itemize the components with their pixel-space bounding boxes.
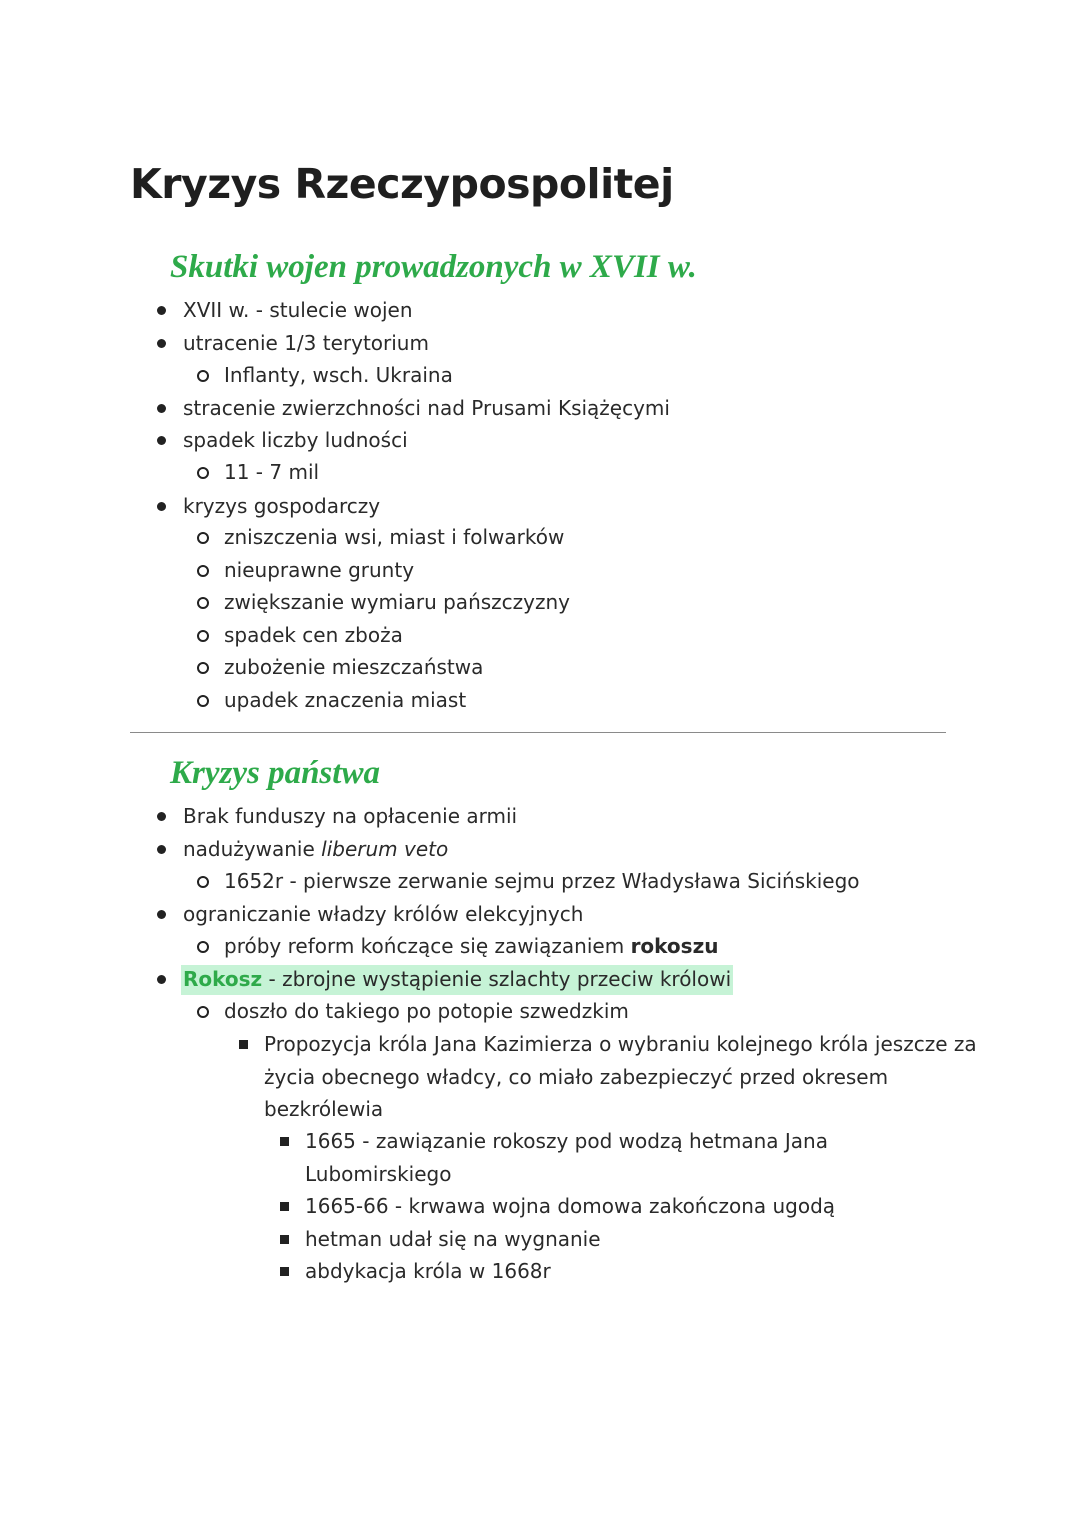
circle-bullet-icon (197, 941, 209, 953)
section-heading-kryzys-panstwa: Kryzys państwa (170, 755, 380, 791)
list-item: zubożenie mieszczaństwa (224, 655, 484, 679)
square-bullet-icon (280, 1137, 289, 1146)
disc-bullet-icon (157, 975, 166, 984)
list-item: 1665 - zawiązanie rokoszy pod wodzą hetmana Jana (305, 1129, 828, 1153)
list-item: abdykacja króla w 1668r (305, 1259, 551, 1283)
circle-bullet-icon (197, 876, 209, 888)
list-item: upadek znaczenia miast (224, 688, 467, 712)
list-item: XVII w. - stulecie wojen (183, 298, 413, 322)
rokosz-term: Rokosz (183, 967, 263, 991)
circle-bullet-icon (197, 695, 209, 707)
list-item: 11 - 7 mil (224, 460, 320, 484)
circle-bullet-icon (197, 565, 209, 577)
disc-bullet-icon (157, 436, 166, 445)
list-item-continuation: bezkrólewia (264, 1097, 384, 1121)
list-item: stracenie zwierzchności nad Prusami Książęcymi (183, 396, 670, 420)
list-item: Inflanty, wsch. Ukraina (224, 363, 453, 387)
list-item: Brak funduszy na opłacenie armii (183, 804, 518, 828)
list-item: hetman udał się na wygnanie (305, 1227, 601, 1251)
circle-bullet-icon (197, 467, 209, 479)
disc-bullet-icon (157, 845, 166, 854)
list-item-continuation: Lubomirskiego (305, 1162, 452, 1186)
list-item: doszło do takiego po potopie szwedzkim (224, 999, 629, 1023)
list-item: ograniczanie władzy królów elekcyjnych (183, 902, 584, 926)
list-item: 1652r - pierwsze zerwanie sejmu przez Władysława Sicińskiego (224, 869, 860, 893)
circle-bullet-icon (197, 630, 209, 642)
list-item (183, 833, 448, 865)
list-item (224, 930, 718, 962)
disc-bullet-icon (157, 502, 166, 511)
disc-bullet-icon (157, 306, 166, 315)
rokoszu-term: rokoszu (630, 934, 719, 958)
square-bullet-icon (280, 1202, 289, 1211)
circle-bullet-icon (197, 532, 209, 544)
list-item: Propozycja króla Jana Kazimierza o wybraniu kolejnego króla jeszcze za (264, 1032, 977, 1056)
list-item-text: próby reform kończące się zawiązaniem (224, 934, 631, 958)
list-item: nieuprawne grunty (224, 558, 415, 582)
circle-bullet-icon (197, 1006, 209, 1018)
list-item-highlighted (181, 963, 733, 995)
page-title: Kryzys Rzeczypospolitej (130, 160, 674, 208)
list-item: kryzys gospodarczy (183, 494, 381, 518)
list-item: zniszczenia wsi, miast i folwarków (224, 525, 565, 549)
circle-bullet-icon (197, 597, 209, 609)
section-divider (130, 732, 946, 733)
disc-bullet-icon (157, 404, 166, 413)
square-bullet-icon (280, 1267, 289, 1276)
rokosz-definition: - zbrojne wystąpienie szlachty przeciw królowi (262, 967, 732, 991)
list-item: zwiększanie wymiaru pańszczyzny (224, 590, 570, 614)
list-item: spadek liczby ludności (183, 428, 408, 452)
circle-bullet-icon (197, 370, 209, 382)
list-item: 1665-66 - krwawa wojna domowa zakończona ugodą (305, 1194, 836, 1218)
disc-bullet-icon (157, 339, 166, 348)
list-item-continuation: życia obecnego władcy, co miało zabezpieczyć przed okresem (264, 1065, 889, 1089)
section-heading-skutki-wojen: Skutki wojen prowadzonych w XVII w. (170, 249, 697, 285)
list-item: utracenie 1/3 terytorium (183, 331, 429, 355)
highlight-definition (181, 965, 733, 995)
liberum-veto-term: liberum veto (321, 837, 449, 861)
square-bullet-icon (239, 1040, 248, 1049)
disc-bullet-icon (157, 812, 166, 821)
circle-bullet-icon (197, 662, 209, 674)
list-item-text: nadużywanie (183, 837, 322, 861)
square-bullet-icon (280, 1235, 289, 1244)
list-item: spadek cen zboża (224, 623, 403, 647)
disc-bullet-icon (157, 910, 166, 919)
